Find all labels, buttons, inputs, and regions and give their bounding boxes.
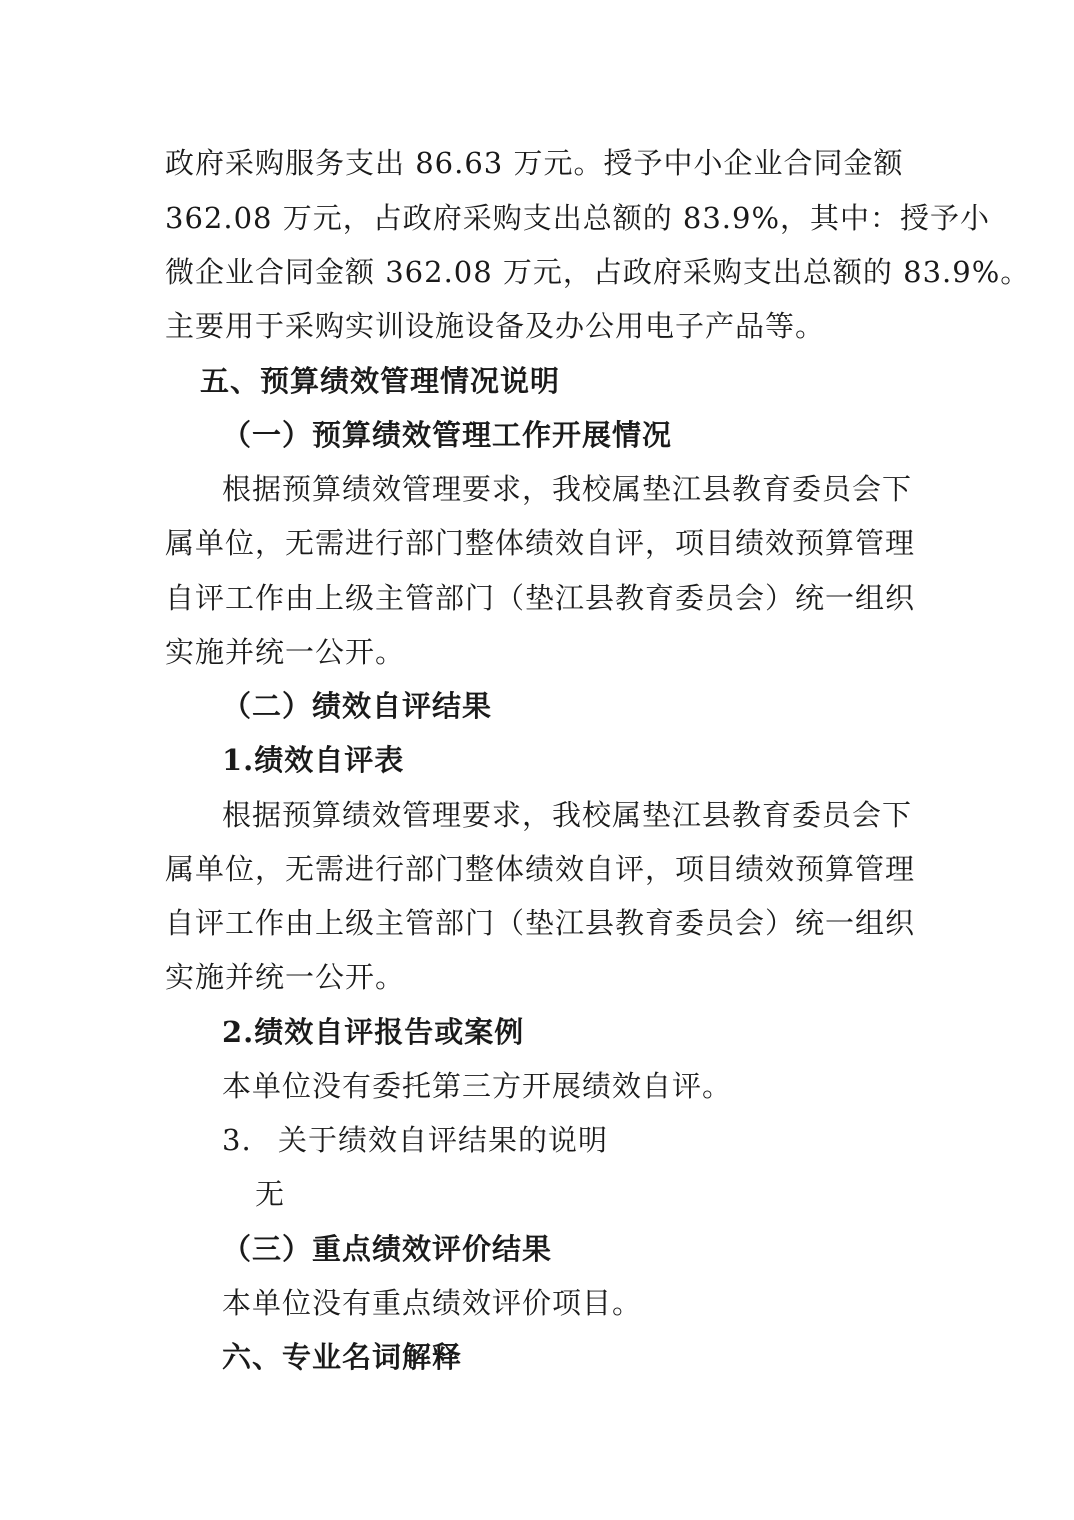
item-3-title: 关于绩效自评结果的说明 xyxy=(278,1123,609,1157)
procurement-line-1: 政府采购服务支出 86.63 万元。授予中小企业合同金额 xyxy=(165,146,904,180)
item-1-line-2: 属单位，无需进行部门整体绩效自评，项目绩效预算管理 xyxy=(165,852,916,886)
subsection-1-heading: （一）预算绩效管理工作开展情况 xyxy=(222,418,673,452)
procurement-line-3: 微企业合同金额 362.08 万元，占政府采购支出总额的 83.9%。 xyxy=(165,255,1031,289)
item-1-line-3: 自评工作由上级主管部门（垫江县教育委员会）统一组织 xyxy=(165,906,916,940)
subsection-3-heading: （三）重点绩效评价结果 xyxy=(222,1232,553,1266)
item-1-heading: 1.绩效自评表 xyxy=(222,743,405,777)
item-1-line-4: 实施并统一公开。 xyxy=(165,960,406,994)
subsection-1-line-4: 实施并统一公开。 xyxy=(165,635,406,669)
item-2-text: 本单位没有委托第三方开展绩效自评。 xyxy=(222,1069,733,1103)
subsection-1-line-2: 属单位，无需进行部门整体绩效自评，项目绩效预算管理 xyxy=(165,526,916,560)
subsection-3-text: 本单位没有重点绩效评价项目。 xyxy=(222,1286,643,1320)
section-5-heading: 五、预算绩效管理情况说明 xyxy=(200,364,561,398)
section-6-heading: 六、专业名词解释 xyxy=(222,1340,463,1374)
procurement-line-2: 362.08 万元，占政府采购支出总额的 83.9%，其中：授予小 xyxy=(165,201,991,235)
item-3-number: 3. xyxy=(222,1123,252,1157)
subsection-1-line-1: 根据预算绩效管理要求，我校属垫江县教育委员会下 xyxy=(222,472,913,506)
item-3-text: 无 xyxy=(255,1177,286,1211)
subsection-1-line-3: 自评工作由上级主管部门（垫江县教育委员会）统一组织 xyxy=(165,581,916,615)
item-1-line-1: 根据预算绩效管理要求，我校属垫江县教育委员会下 xyxy=(222,798,913,832)
item-2-heading: 2.绩效自评报告或案例 xyxy=(222,1015,525,1049)
procurement-line-4: 主要用于采购实训设施设备及办公用电子产品等。 xyxy=(165,309,826,343)
subsection-2-heading: （二）绩效自评结果 xyxy=(222,689,493,723)
item-3-heading xyxy=(222,1120,608,1160)
